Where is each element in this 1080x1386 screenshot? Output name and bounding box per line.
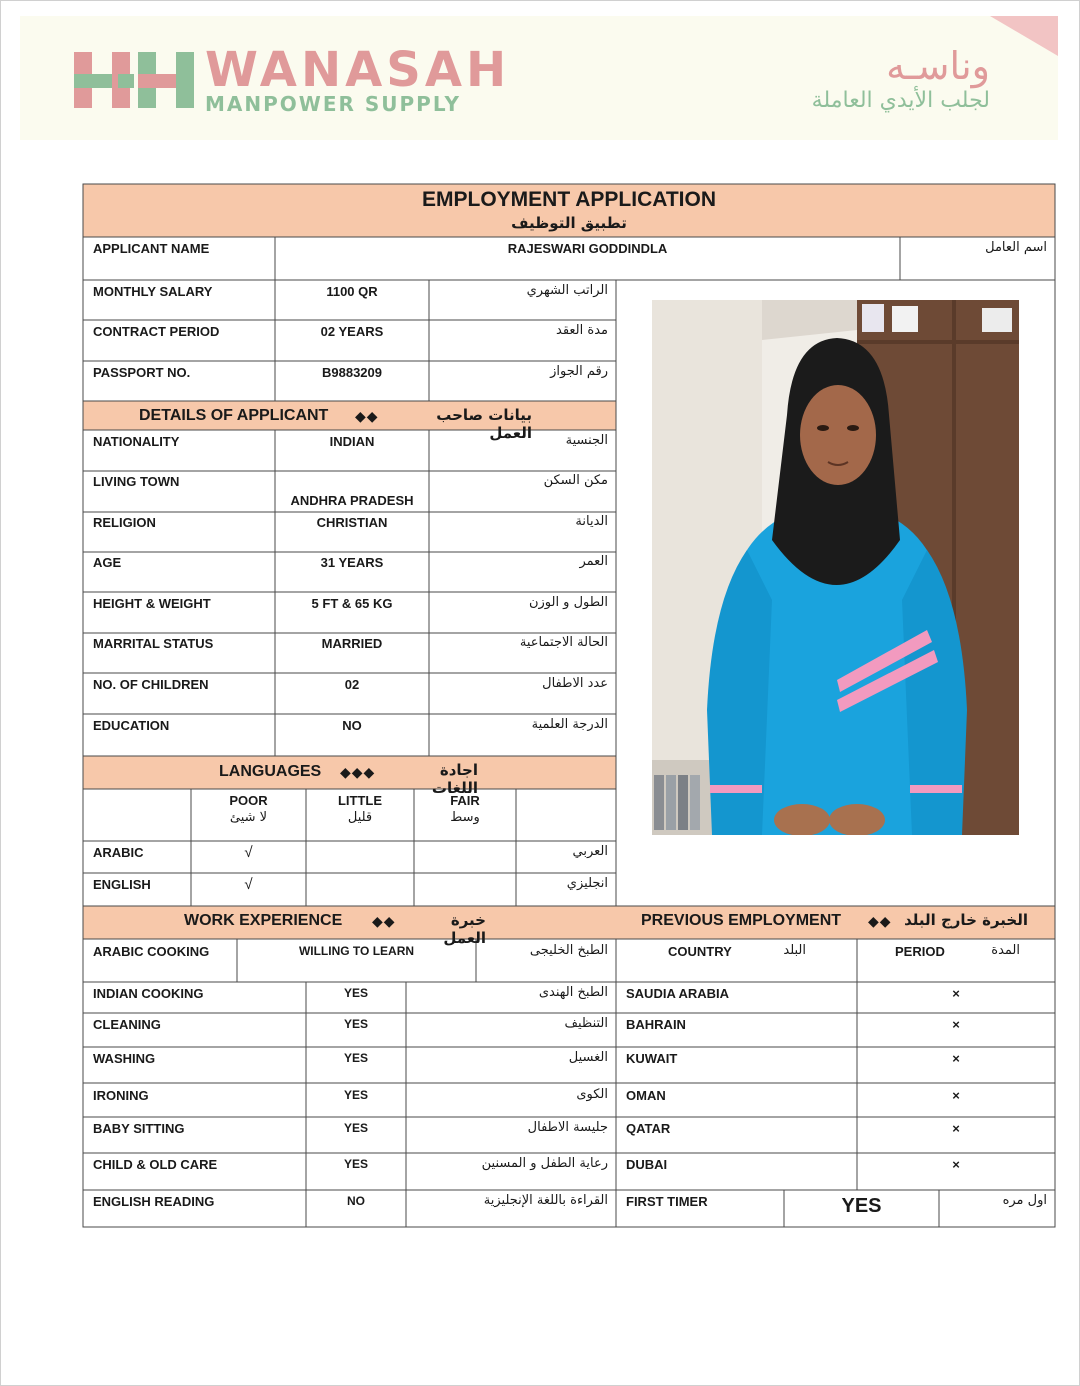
skill-label: CHILD & OLD CARE	[93, 1157, 218, 1172]
detail-value: ANDHRA PRADESH	[290, 493, 414, 508]
skill-value: YES	[343, 1051, 368, 1065]
language-check-mark: √	[244, 844, 253, 861]
level-poor-arabic: لا شيئ	[229, 810, 268, 825]
skill-label-arabic: جليسة الاطفال	[527, 1120, 608, 1135]
country-column-header-arabic: البلد	[783, 943, 806, 958]
detail-value: 31 YEARS	[320, 555, 384, 570]
work-experience-diamonds: ◆◆	[372, 913, 396, 929]
detail-value: CHRISTIAN	[316, 515, 388, 530]
detail-label-arabic: الطول و الوزن	[528, 595, 608, 610]
brand-name-arabic: وناسـه	[886, 44, 990, 88]
skill-label: BABY SITTING	[93, 1121, 185, 1136]
skill-value: WILLING TO LEARN	[298, 944, 415, 958]
contract-label: CONTRACT PERIOD	[93, 324, 220, 339]
skill-value: YES	[343, 1017, 368, 1031]
detail-label: NATIONALITY	[93, 434, 180, 449]
detail-value: NO	[342, 718, 362, 733]
applicant-name-label-arabic: اسم العامل	[985, 240, 1047, 255]
skill-value: YES	[343, 986, 368, 1000]
skill-label: CLEANING	[93, 1017, 161, 1032]
languages-title-arabic: اجادة اللغات	[431, 761, 478, 797]
country-name: SAUDIA ARABIA	[626, 986, 730, 1001]
detail-label: RELIGION	[93, 515, 156, 530]
level-poor: POOR	[229, 793, 268, 808]
applicant-name-label: APPLICANT NAME	[93, 241, 210, 256]
form-title: EMPLOYMENT APPLICATION	[422, 188, 716, 211]
language-check-mark: √	[244, 876, 253, 893]
salary-label-arabic: الراتب الشهري	[526, 283, 608, 298]
country-column-header: COUNTRY	[668, 944, 732, 959]
skill-label: ENGLISH READING	[93, 1194, 215, 1209]
work-experience-title-arabic: خبرة العمل	[443, 911, 486, 947]
applicant-photo	[652, 300, 1019, 835]
detail-label-arabic: الحالة الاجتماعية	[519, 635, 608, 650]
first-timer-label-arabic: اول مره	[1002, 1193, 1047, 1208]
salary-label: MONTHLY SALARY	[93, 284, 213, 299]
language-label-arabic: العربي	[572, 844, 608, 859]
detail-label-arabic: الدرجة العلمية	[531, 717, 608, 732]
period-column-header-arabic: المدة	[991, 943, 1020, 958]
detail-value: INDIAN	[329, 434, 375, 449]
details-title: DETAILS OF APPLICANT	[139, 407, 329, 424]
detail-label: HEIGHT & WEIGHT	[93, 596, 211, 611]
level-fair-arabic: وسط	[450, 810, 480, 825]
contract-value: 02 YEARS	[320, 324, 384, 339]
detail-label: NO. OF CHILDREN	[93, 677, 209, 692]
detail-label-arabic: مكن السكن	[543, 473, 608, 488]
period-value: ×	[952, 1121, 960, 1136]
applicant-photo-illustration	[652, 300, 1019, 835]
detail-label: LIVING TOWN	[93, 474, 180, 489]
detail-value: MARRIED	[321, 636, 383, 651]
skill-label: WASHING	[93, 1051, 156, 1066]
period-column-header: PERIOD	[895, 944, 945, 959]
country-name: QATAR	[626, 1121, 671, 1136]
brand-tagline-arabic: لجلب الأيدي العاملة	[811, 88, 990, 113]
period-value: ×	[952, 1088, 960, 1103]
contract-label-arabic: مدة العقد	[556, 323, 608, 338]
details-title-arabic: بيانات صاحب العمل	[436, 406, 532, 442]
skill-value: YES	[343, 1088, 368, 1102]
skill-label-arabic: الكوى	[576, 1087, 608, 1102]
skill-label: ARABIC COOKING	[93, 944, 210, 959]
brand-tagline: MANPOWER SUPPLY	[205, 92, 461, 116]
skill-label-arabic: التنظيف	[564, 1016, 608, 1031]
skill-value: NO	[347, 1194, 365, 1208]
skill-label-arabic: الطبخ الهندى	[538, 985, 608, 1000]
previous-employment-title: PREVIOUS EMPLOYMENT	[641, 912, 842, 929]
previous-employment-diamonds: ◆◆	[868, 913, 892, 929]
applicant-name-value: RAJESWARI GODDINDLA	[507, 241, 668, 256]
skill-label-arabic: رعاية الطفل و المسنين	[481, 1156, 608, 1171]
detail-label: MARRITAL STATUS	[93, 636, 214, 651]
period-value: ×	[952, 1017, 960, 1032]
detail-label-arabic: الجنسية	[565, 433, 608, 448]
languages-diamonds: ◆◆◆	[340, 764, 376, 780]
passport-label: PASSPORT NO.	[93, 365, 191, 380]
details-diamonds: ◆◆	[355, 408, 379, 424]
languages-title: LANGUAGES	[219, 763, 322, 780]
skill-label-arabic: القراءة باللغة الإنجليزية	[483, 1193, 608, 1208]
skill-value: YES	[343, 1121, 368, 1135]
skill-label-arabic: الطبخ الخليجى	[529, 943, 608, 958]
detail-value: 5 FT & 65 KG	[311, 596, 393, 611]
language-label-arabic: انجليزي	[566, 876, 608, 891]
language-label: ENGLISH	[93, 877, 151, 892]
detail-label-arabic: الديانة	[575, 514, 608, 529]
level-little-arabic: قليل	[347, 810, 373, 825]
detail-label: EDUCATION	[93, 718, 170, 733]
skill-label: INDIAN COOKING	[93, 986, 204, 1001]
level-little: LITTLE	[337, 793, 383, 808]
form-title-arabic: تطبيق التوظيف	[511, 214, 627, 232]
first-timer-label: FIRST TIMER	[626, 1194, 708, 1209]
country-name: KUWAIT	[626, 1051, 678, 1066]
level-fair: FAIR	[450, 793, 480, 808]
salary-value: 1100 QR	[326, 284, 378, 299]
work-experience-title: WORK EXPERIENCE	[184, 912, 343, 929]
detail-label: AGE	[93, 555, 122, 570]
country-name: BAHRAIN	[626, 1017, 686, 1032]
skill-label-arabic: الغسيل	[568, 1050, 608, 1065]
period-value: ×	[952, 1051, 960, 1066]
previous-employment-title-arabic: الخبرة خارج البلد	[904, 911, 1028, 929]
first-timer-value: YES	[841, 1195, 882, 1217]
country-name: OMAN	[626, 1088, 666, 1103]
period-value: ×	[952, 1157, 960, 1172]
country-name: DUBAI	[626, 1157, 668, 1172]
period-value: ×	[952, 986, 960, 1001]
passport-value: B9883209	[322, 365, 382, 380]
language-label: ARABIC	[93, 845, 144, 860]
detail-label-arabic: العمر	[579, 554, 608, 569]
brand-name: WANASAH	[205, 42, 511, 98]
skill-label: IRONING	[93, 1088, 149, 1103]
detail-value: 02	[344, 677, 360, 692]
detail-label-arabic: عدد الاطفال	[542, 676, 608, 691]
passport-label-arabic: رقم الجواز	[550, 364, 608, 379]
skill-value: YES	[343, 1157, 368, 1171]
